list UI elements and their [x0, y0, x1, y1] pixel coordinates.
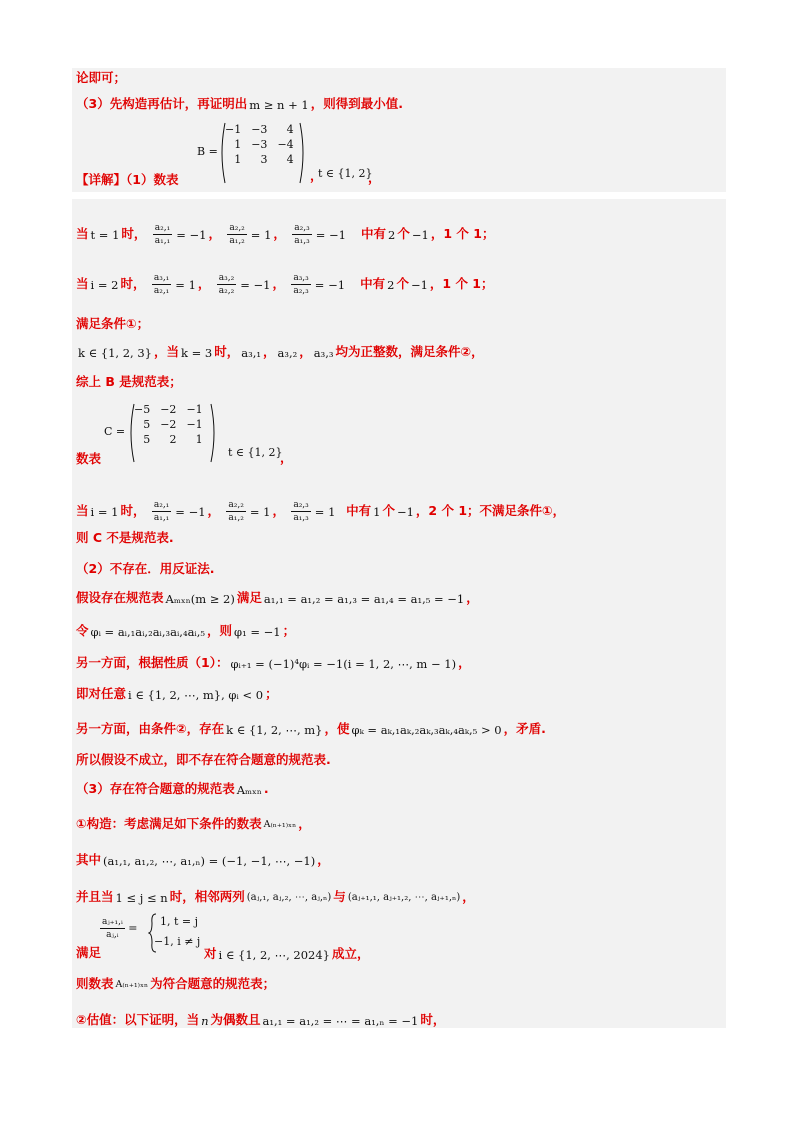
piecewise-case: 1, t = j — [160, 915, 199, 928]
piecewise-case: −1, i ≠ j — [154, 935, 201, 948]
matrix-cell: −2 — [160, 418, 177, 431]
text-line: 另一方面，由条件②，存在 k ∈ {1, 2, ⋯, m} ，使 φₖ = aₖ,₁aₖ,₂aₖ,₃aₖ,₄aₖ,₅ > 0 ，矛盾. — [76, 721, 546, 737]
fraction: $\frac{\text{a₂,₃}}{\text{a₁,₃}}$ — [293, 500, 309, 523]
text-line: 当 t = 1 时， $\frac{\text{a₂,₁}}{\text{a₁,₁}}$ = −1 ， $\frac{\text{a₂,₂}}{\text{a₁,₂}}$ = 1 ， $\frac{\text{a₂,₃}}{\text{a₁,₃}}$ = −1 中有 2 个 −1 ，1 个 1； — [76, 223, 495, 246]
matrix-row — [129, 432, 208, 447]
matrix-cell: −5 — [134, 403, 151, 416]
matrix-cell: 4 — [286, 123, 294, 136]
matrix-label: B = — [197, 145, 218, 158]
text-line: 当 i = 1 时， $\frac{\text{a₂,₁}}{\text{a₁,₁}}$ = −1 ， $\frac{\text{a₂,₂}}{\text{a₁,₂}}$ = 1 ， $\frac{\text{a₂,₃}}{\text{a₁,₃}}$ = 1 中有 1 个 −1 ，2 个 1；不满足条件①， — [76, 500, 566, 523]
text-line: （2）不存在．用反证法. — [76, 561, 215, 576]
matrix-row — [129, 402, 208, 417]
text-line: 并且当 1 ≤ j ≤ n 时，相邻两列 (aⱼ,₁, aⱼ,₂, ⋯, aⱼ,ₙ) 与 (aⱼ₊₁,₁, aⱼ₊₁,₂, ⋯, aⱼ₊₁,ₙ) ， — [76, 889, 475, 905]
matrix-cell: −3 — [251, 138, 268, 151]
text-line: ， — [310, 168, 323, 183]
fraction: $\frac{\text{a₂,₁}}{\text{a₁,₁}}$ — [154, 223, 171, 246]
text-line: 【详解】（1）数表 — [76, 172, 179, 187]
matrix-bracket-right — [298, 121, 308, 185]
text-line: 数表 — [76, 451, 102, 466]
text-line: ①构造：考虑满足如下条件的数表 A₍ₙ₊₁₎ₓₙ ， — [76, 816, 311, 831]
matrix-cell: −2 — [160, 403, 177, 416]
text-line: ②估值：以下证明，当 n 为偶数且 a₁,₁ = a₁,₂ = ⋯ = a₁,ₙ = −1 时， — [76, 1012, 446, 1028]
fraction: $\frac{\text{a₃,₃}}{\text{a₂,₃}}$ — [293, 273, 309, 296]
text-line: 令 φᵢ = aᵢ,₁aᵢ,₂aᵢ,₃aᵢ,₄aᵢ,₅ ，则 φ₁ = −1 ； — [76, 623, 296, 639]
matrix-cell: 5 — [143, 433, 151, 446]
text-line: k ∈ {1, 2, 3} ，当 k = 3 时， a₃,₁ ， a₃,₂ ， a₃,₃ 均为正整数，满足条件②， — [78, 344, 484, 360]
text-line: 论即可； — [76, 70, 127, 85]
text-line: 当 i = 2 时， $\frac{\text{a₃,₁}}{\text{a₂,₁}}$ = 1 ， $\frac{\text{a₃,₂}}{\text{a₂,₂}}$ = −1 ， $\frac{\text{a₃,₃}}{\text{a₂,₃}}$ = −1 中有 2 个 −1 ，1 个 1； — [76, 273, 494, 296]
fraction: $\frac{\text{a₂,₂}}{\text{a₁,₂}}$ — [228, 500, 244, 523]
text-line: 满足条件①； — [76, 316, 150, 331]
matrix-cell: −1 — [225, 123, 242, 136]
text-line: 综上 B 是规范表； — [76, 374, 182, 389]
text-line: 则 C 不是规范表. — [76, 530, 174, 545]
text-line: 对 i ∈ {1, 2, ⋯, 2024} 成立， — [204, 946, 370, 962]
matrix-bracket-right — [209, 402, 219, 464]
fraction: $\frac{\text{a₃,₁}}{\text{a₂,₁}}$ — [153, 273, 170, 296]
text-line: 其中 (a₁,₁, a₁,₂, ⋯, a₁,ₙ) = (−1, −1, ⋯, −1) ， — [76, 852, 330, 868]
fraction: $\frac{\text{a₂,₁}}{\text{a₁,₁}}$ — [153, 500, 170, 523]
matrix-cell: −1 — [186, 418, 203, 431]
text-line: 另一方面，根据性质（1）： φᵢ₊₁ = (−1)⁴φᵢ = −1(i = 1, 2, ⋯, m − 1) ， — [76, 655, 471, 671]
text-line: 即对任意 i ∈ {1, 2, ⋯, m}, φᵢ < 0 ； — [76, 686, 278, 702]
fraction: $\frac{\text{a₂,₃}}{\text{a₁,₃}}$ — [294, 223, 310, 246]
text-line: 则数表 A₍ₙ₊₁₎ₓₙ 为符合题意的规范表； — [76, 976, 276, 991]
matrix-cell: 3 — [260, 153, 268, 166]
matrix-cell: 5 — [143, 418, 151, 431]
matrix-cell: 1 — [234, 153, 242, 166]
matrix-label: C = — [104, 425, 126, 438]
fraction: $\frac{\text{a₃,₂}}{\text{a₂,₂}}$ — [218, 273, 235, 296]
matrix-row — [220, 137, 299, 152]
fraction: $\frac{\text{aⱼ₊₁,ᵢ}}{\text{aⱼ,ᵢ}}$ = — [102, 917, 138, 940]
matrix-cell: 1 — [195, 433, 203, 446]
matrix-row — [220, 152, 299, 167]
math-inline: m ≥ n + 1 — [249, 97, 309, 112]
matrix-cell: 4 — [286, 153, 294, 166]
fraction: $\frac{\text{a₂,₂}}{\text{a₁,₂}}$ — [229, 223, 245, 246]
text-line: ， — [280, 450, 293, 465]
text-line: 满足 — [76, 945, 102, 960]
matrix-b — [220, 122, 299, 167]
matrix-cell: −3 — [251, 123, 268, 136]
matrix-row — [129, 417, 208, 432]
text-line: （3）先构造再估计，再证明出 m ≥ n + 1 ，则得到最小值. — [76, 96, 403, 112]
text-line: 所以假设不成立，即不存在符合题意的规范表. — [76, 752, 331, 767]
text-line: ， — [368, 170, 381, 185]
math-inline: t ∈ {1, 2} — [228, 446, 283, 459]
math-inline: t ∈ {1, 2} — [318, 167, 373, 180]
text-line: （3）存在符合题意的规范表 Aₘₓₙ . — [76, 781, 269, 797]
matrix-cell: 1 — [234, 138, 242, 151]
matrix-cell: 2 — [169, 433, 177, 446]
matrix-c — [129, 402, 208, 447]
text-line: 假设存在规范表 Aₘₓₙ(m ≥ 2) 满足 a₁,₁ = a₁,₂ = a₁,₃ = a₁,₄ = a₁,₅ = −1 ， — [76, 590, 479, 606]
matrix-cell: −4 — [277, 138, 294, 151]
matrix-cell: −1 — [186, 403, 203, 416]
matrix-row — [220, 122, 299, 137]
